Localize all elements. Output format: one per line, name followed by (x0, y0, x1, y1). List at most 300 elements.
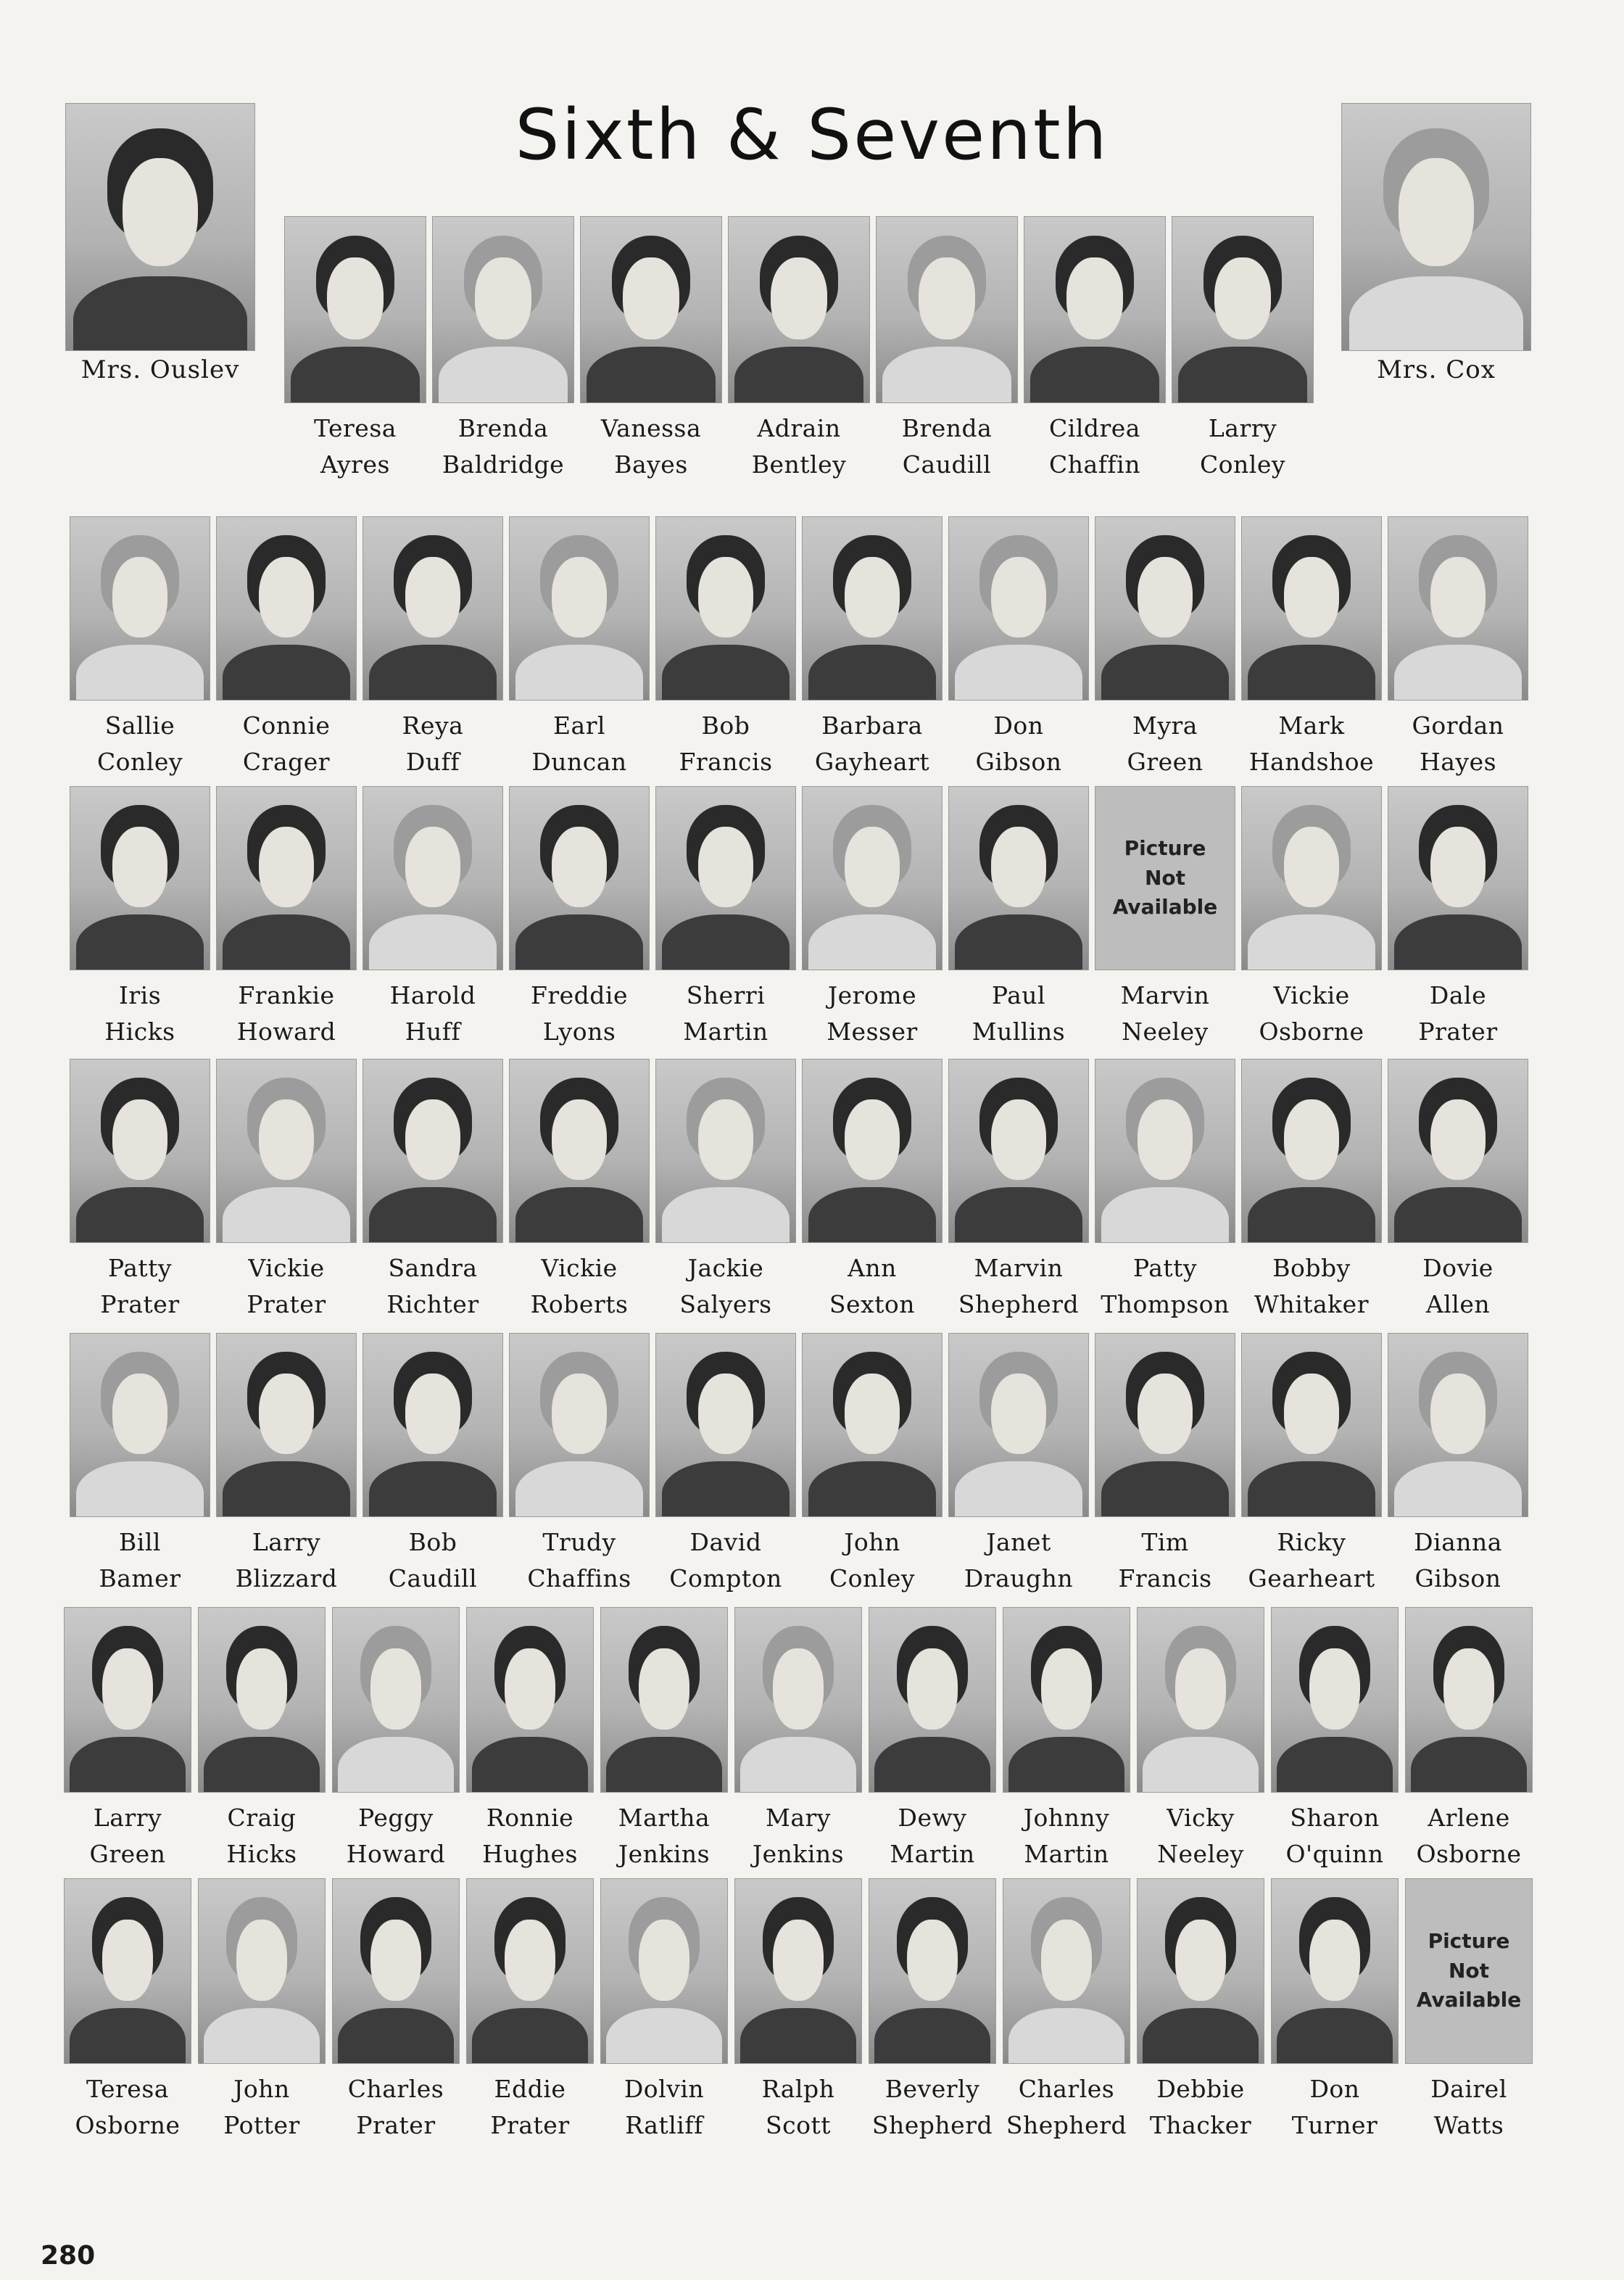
student-photo (362, 786, 503, 970)
student-first-name: Brenda (457, 414, 549, 442)
student-card (466, 1607, 594, 1872)
teacher-photo (1341, 103, 1531, 351)
student-last-name: Gibson (975, 747, 1062, 776)
student-card (802, 1333, 942, 1596)
student-card (600, 1607, 728, 1872)
student-last-name: Mullins (972, 1017, 1066, 1046)
student-first-name: Mary (766, 1804, 831, 1832)
student-card (1137, 1607, 1264, 1872)
student-card (432, 216, 574, 482)
student-photo (600, 1607, 728, 1793)
student-last-name: Crager (242, 747, 331, 776)
student-first-name: Ricky (1277, 1528, 1346, 1556)
student-last-name: Hughes (482, 1839, 578, 1868)
student-last-name: Draughn (964, 1564, 1074, 1593)
student-name (1137, 2071, 1264, 2143)
student-first-name: Beverly (884, 2075, 980, 2103)
photo-not-available-label: Picture Not Available (1112, 836, 1218, 920)
student-photo (1095, 1059, 1235, 1243)
student-first-name: Sharon (1290, 1804, 1380, 1832)
student-card (64, 1607, 191, 1872)
student-first-name: Harold (389, 981, 476, 1009)
student-last-name: Osborne (75, 2110, 181, 2139)
student-photo (1405, 1607, 1533, 1793)
student-card (70, 516, 210, 780)
student-name (362, 1250, 503, 1322)
student-name (466, 2071, 594, 2143)
student-first-name: Brenda (901, 414, 993, 442)
student-card (600, 1878, 728, 2143)
student-photo (734, 1878, 862, 2064)
student-last-name: Prater (246, 1289, 326, 1318)
student-photo (1388, 786, 1528, 970)
student-card (948, 516, 1089, 780)
student-first-name: Martha (618, 1804, 710, 1832)
student-photo (948, 1059, 1089, 1243)
student-photo (600, 1878, 728, 2064)
student-card (1095, 786, 1235, 1049)
student-first-name: Adrain (757, 414, 841, 442)
student-photo (948, 1333, 1089, 1517)
student-name (509, 1250, 650, 1322)
student-name (362, 1524, 503, 1596)
student-last-name: Handshoe (1248, 747, 1375, 776)
student-photo (1003, 1878, 1130, 2064)
student-name (802, 1524, 942, 1596)
student-photo (362, 1059, 503, 1243)
student-name (1388, 1524, 1528, 1596)
student-card (1405, 1607, 1533, 1872)
student-first-name: Charles (1018, 2075, 1115, 2103)
student-first-name: Jerome (827, 981, 917, 1009)
student-last-name: Salyers (679, 1289, 772, 1318)
student-first-name: John (844, 1528, 900, 1556)
student-name (802, 708, 942, 780)
student-name (216, 1524, 357, 1596)
student-photo (466, 1878, 594, 2064)
student-last-name: Bamer (99, 1564, 181, 1593)
student-card (1271, 1607, 1399, 1872)
student-name (1095, 1524, 1235, 1596)
student-last-name: Martin (1024, 1839, 1109, 1868)
student-first-name: Cildrea (1049, 414, 1140, 442)
student-name (1003, 2071, 1130, 2143)
student-name (1241, 978, 1382, 1049)
student-first-name: Trudy (542, 1528, 616, 1556)
student-card (869, 1607, 996, 1872)
student-last-name: Sexton (829, 1289, 916, 1318)
teacher-photo (65, 103, 255, 351)
student-last-name: Turner (1291, 2110, 1378, 2139)
student-photo (948, 516, 1089, 701)
student-name (509, 708, 650, 780)
student-name (70, 1524, 210, 1596)
student-last-name: Ratliff (625, 2110, 703, 2139)
student-photo (216, 516, 357, 701)
student-name (1241, 708, 1382, 780)
student-card (216, 1059, 357, 1322)
student-last-name: Francis (679, 747, 773, 776)
student-photo (509, 786, 650, 970)
student-first-name: Vickie (1273, 981, 1350, 1009)
student-name (1137, 1800, 1264, 1872)
student-last-name: Howard (346, 1839, 446, 1868)
student-photo (432, 216, 574, 403)
student-name (466, 1800, 594, 1872)
student-last-name: Thompson (1101, 1289, 1230, 1318)
student-card (509, 1059, 650, 1322)
student-photo (1388, 1059, 1528, 1243)
student-photo (216, 1059, 357, 1243)
student-photo (655, 1333, 796, 1517)
student-name (1241, 1250, 1382, 1322)
student-last-name: Duncan (531, 747, 627, 776)
student-card (948, 1333, 1089, 1596)
student-card (509, 1333, 650, 1596)
student-card (802, 516, 942, 780)
student-photo (1388, 516, 1528, 701)
student-name (1388, 708, 1528, 780)
student-last-name: Bayes (614, 450, 688, 479)
student-photo (655, 1059, 796, 1243)
student-name (869, 1800, 996, 1872)
student-last-name: Martin (683, 1017, 768, 1046)
student-name (655, 708, 796, 780)
student-photo (1095, 1333, 1235, 1517)
student-last-name: Chaffin (1049, 450, 1140, 479)
student-card (70, 1059, 210, 1322)
teacher-name: Mrs. Cox (1377, 355, 1496, 384)
student-first-name: Marvin (974, 1254, 1064, 1282)
student-last-name: Lyons (542, 1017, 616, 1046)
student-name (70, 978, 210, 1049)
student-name (802, 1250, 942, 1322)
student-first-name: Vicky (1167, 1804, 1235, 1832)
teacher-right (1341, 103, 1531, 384)
student-first-name: Don (1309, 2075, 1360, 2103)
student-last-name: Gearheart (1248, 1564, 1375, 1593)
student-first-name: Vanessa (600, 414, 702, 442)
student-last-name: Prater (1418, 1017, 1498, 1046)
student-card (655, 1059, 796, 1322)
student-card (655, 1333, 796, 1596)
student-first-name: Johnny (1023, 1804, 1110, 1832)
student-first-name: Ralph (761, 2075, 835, 2103)
student-photo (869, 1607, 996, 1793)
student-card (728, 216, 870, 482)
student-card (580, 216, 722, 482)
student-name (655, 1250, 796, 1322)
student-first-name: Arlene (1428, 1804, 1510, 1832)
student-last-name: Prater (356, 2110, 436, 2139)
student-name (1095, 978, 1235, 1049)
student-card (1388, 1059, 1528, 1322)
student-first-name: David (689, 1528, 762, 1556)
student-card (362, 1059, 503, 1322)
student-card (948, 1059, 1089, 1322)
student-photo (1003, 1607, 1130, 1793)
page-number: 280 (41, 2241, 96, 2271)
student-name (728, 410, 870, 482)
student-name (1388, 978, 1528, 1049)
student-card (70, 1333, 210, 1596)
student-name (1388, 1250, 1528, 1322)
student-photo (580, 216, 722, 403)
student-name (1095, 1250, 1235, 1322)
student-name (1172, 410, 1314, 482)
student-card (216, 1333, 357, 1596)
student-photo (1241, 786, 1382, 970)
student-first-name: Bob (408, 1528, 457, 1556)
student-name (876, 410, 1018, 482)
student-first-name: Teresa (314, 414, 397, 442)
student-photo (284, 216, 426, 403)
student-name (362, 978, 503, 1049)
student-first-name: Barbara (821, 711, 923, 740)
student-name (1241, 1524, 1382, 1596)
student-photo (70, 1059, 210, 1243)
student-name (362, 708, 503, 780)
student-photo (1241, 1059, 1382, 1243)
student-card (216, 516, 357, 780)
student-last-name: Prater (100, 1289, 180, 1318)
student-last-name: Howard (236, 1017, 336, 1046)
student-last-name: Thacker (1149, 2110, 1252, 2139)
student-name (284, 410, 426, 482)
student-name (734, 1800, 862, 1872)
student-name (198, 1800, 326, 1872)
student-card (64, 1878, 191, 2143)
student-first-name: Frankie (238, 981, 335, 1009)
student-last-name: Huff (405, 1017, 461, 1046)
student-photo (64, 1607, 191, 1793)
student-first-name: Reya (402, 711, 464, 740)
student-photo (70, 516, 210, 701)
student-photo (70, 786, 210, 970)
student-last-name: Neeley (1157, 1839, 1244, 1868)
student-card (1003, 1607, 1130, 1872)
student-first-name: Iris (118, 981, 162, 1009)
student-photo (332, 1878, 460, 2064)
student-card (734, 1607, 862, 1872)
student-first-name: Marvin (1120, 981, 1210, 1009)
student-name (948, 708, 1089, 780)
student-card (362, 1333, 503, 1596)
student-name (1405, 1800, 1533, 1872)
student-last-name: Martin (890, 1839, 975, 1868)
student-name (70, 1250, 210, 1322)
student-first-name: Craig (227, 1804, 297, 1832)
student-card (1241, 1059, 1382, 1322)
student-last-name: Hicks (226, 1839, 297, 1868)
student-first-name: Bill (119, 1528, 161, 1556)
student-card (1271, 1878, 1399, 2143)
student-first-name: Dairel (1430, 2075, 1507, 2103)
student-first-name: Dianna (1414, 1528, 1502, 1556)
student-card (876, 216, 1018, 482)
student-last-name: Osborne (1259, 1017, 1364, 1046)
student-name (1405, 2071, 1533, 2143)
student-first-name: Larry (93, 1804, 162, 1832)
student-last-name: Potter (223, 2110, 300, 2139)
student-card (1241, 786, 1382, 1049)
student-first-name: Earl (552, 711, 606, 740)
photo-not-available (1405, 1878, 1533, 2064)
student-card (1095, 516, 1235, 780)
photo-not-available (1095, 786, 1235, 970)
student-first-name: Bob (701, 711, 750, 740)
student-last-name: Green (1127, 747, 1204, 776)
photo-not-available-label: Picture Not Available (1416, 1929, 1522, 2012)
student-photo (64, 1878, 191, 2064)
student-name (1271, 1800, 1399, 1872)
student-photo (1271, 1607, 1399, 1793)
student-name (948, 1250, 1089, 1322)
student-first-name: Myra (1132, 711, 1198, 740)
student-name (332, 1800, 460, 1872)
student-name (216, 978, 357, 1049)
student-card (466, 1878, 594, 2143)
student-photo (198, 1878, 326, 2064)
student-last-name: Conley (829, 1564, 916, 1593)
student-photo (1241, 516, 1382, 701)
student-name (1095, 708, 1235, 780)
student-name (509, 1524, 650, 1596)
student-first-name: Vickie (541, 1254, 618, 1282)
student-name (1024, 410, 1166, 482)
student-last-name: Ayres (320, 450, 390, 479)
student-first-name: Paul (991, 981, 1046, 1009)
student-last-name: Hicks (104, 1017, 175, 1046)
student-card (734, 1878, 862, 2143)
student-name (216, 1250, 357, 1322)
student-first-name: Freddie (530, 981, 629, 1009)
student-card (1388, 786, 1528, 1049)
student-card (655, 786, 796, 1049)
student-last-name: Baldridge (442, 450, 565, 479)
student-last-name: Conley (1199, 450, 1286, 479)
student-photo (876, 216, 1018, 403)
student-last-name: Caudill (902, 450, 992, 479)
student-name (655, 978, 796, 1049)
student-photo (728, 216, 870, 403)
student-last-name: Jenkins (752, 1839, 845, 1868)
student-photo (802, 786, 942, 970)
student-card (1172, 216, 1314, 482)
teacher-left (65, 103, 255, 384)
student-card (1241, 1333, 1382, 1596)
student-card (1095, 1059, 1235, 1322)
student-photo (1388, 1333, 1528, 1517)
student-last-name: Chaffins (527, 1564, 631, 1593)
student-card (948, 786, 1089, 1049)
student-last-name: Roberts (530, 1289, 629, 1318)
student-last-name: Conley (96, 747, 183, 776)
student-first-name: Ronnie (486, 1804, 574, 1832)
student-card (802, 1059, 942, 1322)
student-first-name: Gordan (1412, 711, 1504, 740)
student-photo (466, 1607, 594, 1793)
student-last-name: Francis (1118, 1564, 1212, 1593)
student-last-name: Compton (669, 1564, 782, 1593)
student-photo (332, 1607, 460, 1793)
student-last-name: Gayheart (814, 747, 930, 776)
student-last-name: Bentley (751, 450, 847, 479)
student-first-name: Dovie (1422, 1254, 1494, 1282)
student-photo (362, 516, 503, 701)
student-card (332, 1607, 460, 1872)
student-name (600, 2071, 728, 2143)
student-first-name: Patty (1132, 1254, 1198, 1282)
student-last-name: Caudill (388, 1564, 478, 1593)
student-photo (1172, 216, 1314, 403)
student-name (600, 1800, 728, 1872)
student-name (432, 410, 574, 482)
student-photo (655, 516, 796, 701)
student-name (64, 2071, 191, 2143)
student-last-name: Jenkins (618, 1839, 710, 1868)
student-photo (734, 1607, 862, 1793)
student-last-name: Shepherd (871, 2110, 993, 2139)
student-card (869, 1878, 996, 2143)
student-name (332, 2071, 460, 2143)
student-card (362, 516, 503, 780)
student-last-name: Allen (1425, 1289, 1491, 1318)
student-first-name: Dewy (898, 1804, 967, 1832)
student-card (216, 786, 357, 1049)
student-first-name: Tim (1141, 1528, 1189, 1556)
student-photo (362, 1333, 503, 1517)
student-photo (509, 1333, 650, 1517)
student-name (64, 1800, 191, 1872)
student-name (1271, 2071, 1399, 2143)
student-photo (1024, 216, 1166, 403)
student-card (509, 516, 650, 780)
student-name (509, 978, 650, 1049)
student-name (655, 1524, 796, 1596)
student-first-name: Ann (848, 1254, 897, 1282)
student-last-name: Shepherd (1006, 2110, 1127, 2139)
student-card (655, 516, 796, 780)
student-card (1388, 1333, 1528, 1596)
student-first-name: Larry (1208, 414, 1277, 442)
student-first-name: Dale (1429, 981, 1487, 1009)
student-name (70, 708, 210, 780)
student-last-name: O'quinn (1285, 1839, 1384, 1868)
student-last-name: Scott (766, 2110, 831, 2139)
student-last-name: Neeley (1122, 1017, 1209, 1046)
student-first-name: Vickie (248, 1254, 325, 1282)
student-last-name: Duff (405, 747, 460, 776)
page-title: Sixth & Seventh (515, 94, 1109, 175)
student-first-name: Janet (986, 1528, 1051, 1556)
student-photo (216, 1333, 357, 1517)
student-photo (802, 1333, 942, 1517)
student-card (198, 1607, 326, 1872)
student-first-name: Debbie (1156, 2075, 1245, 2103)
student-photo (70, 1333, 210, 1517)
student-card (1003, 1878, 1130, 2143)
student-last-name: Richter (386, 1289, 479, 1318)
student-name (198, 2071, 326, 2143)
student-first-name: Dolvin (624, 2075, 705, 2103)
student-first-name: Connie (242, 711, 331, 740)
student-photo (1095, 516, 1235, 701)
student-photo (802, 516, 942, 701)
student-last-name: Hayes (1419, 747, 1497, 776)
student-card (362, 786, 503, 1049)
student-card (1024, 216, 1166, 482)
